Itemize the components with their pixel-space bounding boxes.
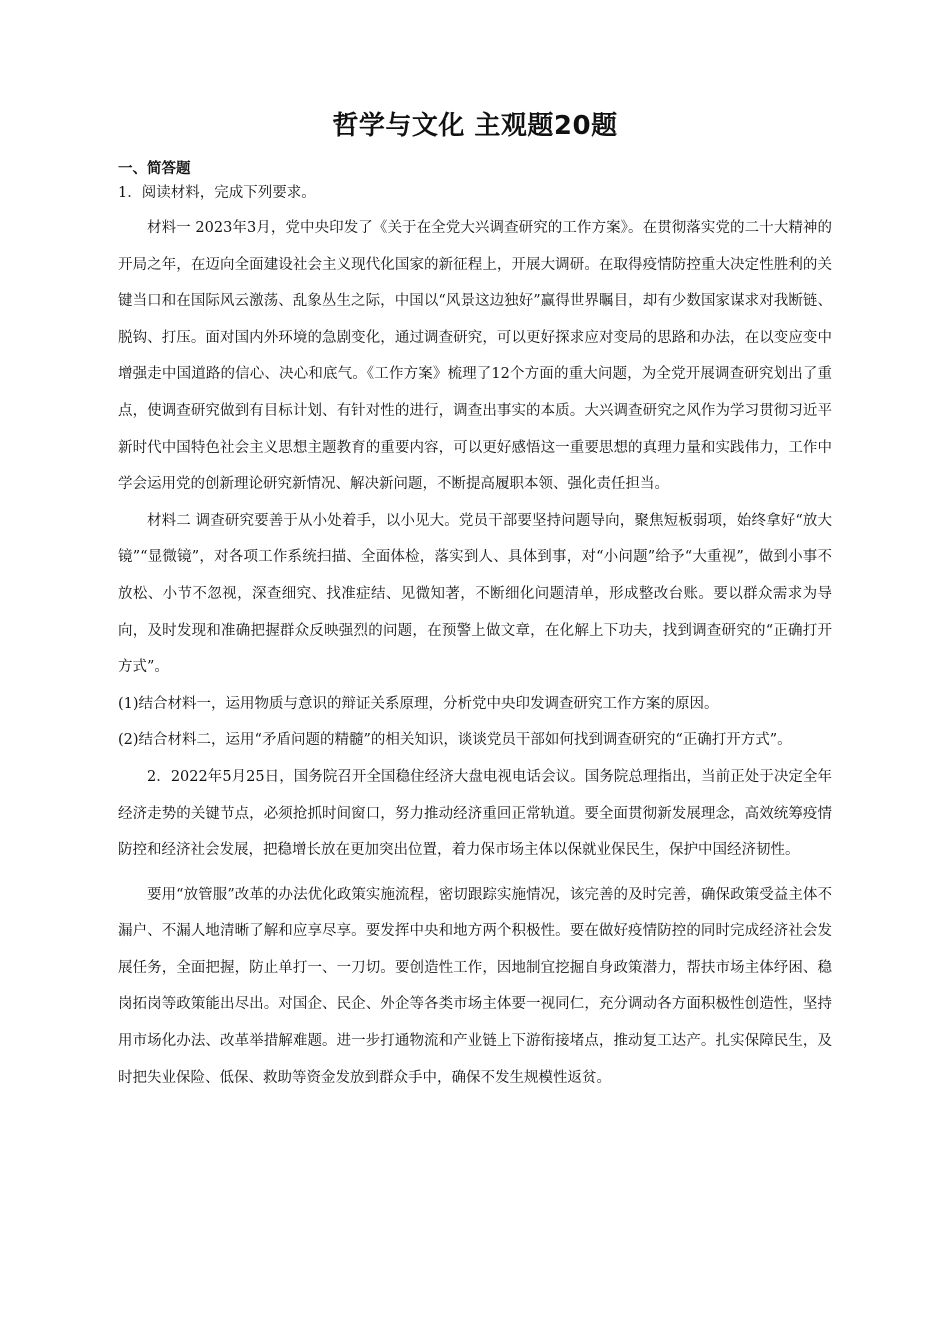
paragraph-gap xyxy=(118,869,832,877)
question-1-intro: 1．阅读材料，完成下列要求。 xyxy=(118,185,316,201)
section-heading: 一、简答题 xyxy=(118,161,191,177)
question-1-subquestion-1: (1)结合材料一，运用物质与意识的辩证关系原理，分析党中央印发调查研究工作方案的原因。 xyxy=(118,695,719,712)
page-title: 哲学与文化 主观题20题 xyxy=(332,111,618,141)
question-1-material-1: 材料一 2023年3月，党中央印发了《关于在全党大兴调查研究的工作方案》。在贯彻落实党的二十大精神的开局之年，在迈向全面建设社会主义现代化国家的新征程上，开展大调研。在取得疫情防控重大决定性胜利的关键当口和在国际风云激荡、乱象丛生之际，中国以“风景这边独好”赢得世界瞩目，却有少数国家谋求对我断链、脱钩、打压。面对国内外环境的急剧变化，通过调查研究，可以更好探求应对变局的思路和办法，在以变应变中增强走中国道路的信心、决心和底气。《工作方案》梳理了12个方面的重大问题，为全党开展调查研究划出了重点，使调查研究做到有目标计划、有针对性的进行，调查出事实的本质。大兴调查研究之风作为学习贯彻习近平新时代中国特色社会主义思想主题教育的重要内容，可以更好感悟这一重要思想的真理力量和实践伟力，工作中学会运用党的创新理论研究新情况、解决新问题，不断提高履职本领、强化责任担当。 xyxy=(118,220,832,493)
question-1-subquestion-2: (2)结合材料二，运用“矛盾问题的精髓”的相关知识，谈谈党员干部如何找到调查研究的“正确打开方式”。 xyxy=(118,732,792,749)
question-2-paragraph-1: 2．2022年5月25日，国务院召开全国稳住经济大盘电视电话会议。国务院总理指出，当前正处于决定全年经济走势的关键节点，必须抢抓时间窗口，努力推动经济重回正常轨道。要全面贯彻新发展理念，高效统筹疫情防控和经济社会发展，把稳增长放在更加突出位置，着力保市场主体以保就业保民生，保护中国经济韧性。 xyxy=(118,768,832,859)
question-1-material-2: 材料二 调查研究要善于从小处着手，以小见大。党员干部要坚持问题导向，聚焦短板弱项，始终拿好“放大镜”“显微镜”，对各项工作系统扫描、全面体检，落实到人、具体到事，对“小问题”给予“大重视”，做到小事不放松、小节不忽视，深查细究、找准症结、见微知著，不断细化问题清单，形成整改台账。要以群众需求为导向，及时发现和准确把握群众反映强烈的问题，在预警上做文章，在化解上下功夫，找到调查研究的“正确打开方式”。 xyxy=(118,512,832,676)
question-2-paragraph-2: 要用“放管服”改革的办法优化政策实施流程，密切跟踪实施情况，该完善的及时完善，确保政策受益主体不漏户、不漏人地清晰了解和应享尽享。要发挥中央和地方两个积极性。要在做好疫情防控的同时完成经济社会发展任务，全面把握，防止单打一、一刀切。要创造性工作，因地制宜挖掘自身政策潜力，帮扶市场主体纾困、稳岗拓岗等政策能出尽出。对国企、民企、外企等各类市场主体要一视同仁，充分调动各方面积极性创造性，坚持用市场化办法、改革举措解难题。进一步打通物流和产业链上下游衔接堵点，推动复工达产。扎实保障民生，及时把失业保险、低保、救助等资金发放到群众手中，确保不发生规模性返贫。 xyxy=(118,886,832,1086)
